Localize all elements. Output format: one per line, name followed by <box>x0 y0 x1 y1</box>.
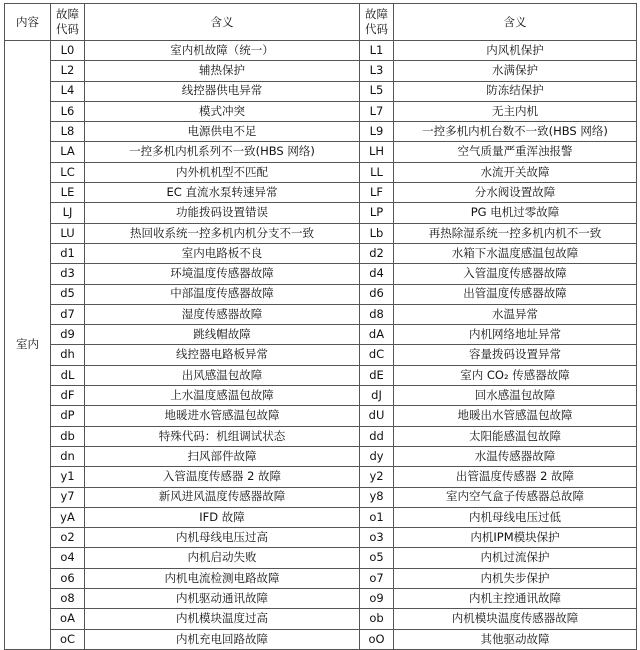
fault-meaning-2: 水箱下水温度感温包故障 <box>394 243 637 263</box>
fault-meaning: 辅热保护 <box>85 61 360 81</box>
fault-code-2: d8 <box>360 304 394 324</box>
fault-meaning-2: PG 电机过零故障 <box>394 203 637 223</box>
table-row <box>5 568 637 588</box>
fault-code: L8 <box>51 122 85 142</box>
fault-code: y7 <box>51 487 85 507</box>
table-row <box>5 345 637 365</box>
table-row <box>5 528 637 548</box>
table-row <box>5 183 637 203</box>
fault-code: dL <box>51 365 85 385</box>
fault-meaning-2: 水温传感器故障 <box>394 446 637 466</box>
fault-code: oA <box>51 609 85 629</box>
fault-meaning: 上水温度感温包故障 <box>85 386 360 406</box>
fault-meaning: 一控多机内机系列不一致(HBS 网络) <box>85 142 360 162</box>
table-row <box>5 304 637 324</box>
fault-code: L0 <box>51 41 85 61</box>
table-row <box>5 446 637 466</box>
fault-code: LC <box>51 162 85 182</box>
fault-code: L2 <box>51 61 85 81</box>
fault-code: dF <box>51 386 85 406</box>
fault-meaning: 出风感温包故障 <box>85 365 360 385</box>
fault-code-2: Lb <box>360 223 394 243</box>
table-row <box>5 386 637 406</box>
header-row <box>5 4 637 41</box>
fault-code-2: o5 <box>360 548 394 568</box>
table-row <box>5 122 637 142</box>
fault-code-2: y8 <box>360 487 394 507</box>
table-row <box>5 203 637 223</box>
fault-code-2: dU <box>360 406 394 426</box>
fault-code: LJ <box>51 203 85 223</box>
fault-meaning-2: 地暖出水管感温包故障 <box>394 406 637 426</box>
fault-meaning: 地暖进水管感温包故障 <box>85 406 360 426</box>
fault-code-2: o1 <box>360 507 394 527</box>
fault-code-2: dE <box>360 365 394 385</box>
fault-meaning-2: 内风机保护 <box>394 41 637 61</box>
fault-meaning-2: 内机主控通讯故障 <box>394 589 637 609</box>
fault-meaning-2: 空气质量严重浑浊报警 <box>394 142 637 162</box>
fault-code-2: LL <box>360 162 394 182</box>
fault-code: LU <box>51 223 85 243</box>
fault-meaning-2: 回水感温包故障 <box>394 386 637 406</box>
fault-code: o8 <box>51 589 85 609</box>
fault-code-2: dy <box>360 446 394 466</box>
fault-meaning: 线控器供电异常 <box>85 81 360 101</box>
scope-cell: 室内 <box>5 41 51 650</box>
fault-meaning: 内机电流检测电路故障 <box>85 568 360 588</box>
table-row <box>5 223 637 243</box>
fault-meaning: 湿度传感器故障 <box>85 304 360 324</box>
fault-meaning-2: 内机IPM模块保护 <box>394 528 637 548</box>
fault-code-2: LH <box>360 142 394 162</box>
fault-code-2: o9 <box>360 589 394 609</box>
table-row <box>5 61 637 81</box>
table-row <box>5 101 637 121</box>
fault-code-2: dA <box>360 325 394 345</box>
fault-meaning-2: 内机模块温度传感器故障 <box>394 609 637 629</box>
fault-code-2: y2 <box>360 467 394 487</box>
fault-meaning: EC 直流水泵转速异常 <box>85 183 360 203</box>
table-row <box>5 41 637 61</box>
fault-code: LA <box>51 142 85 162</box>
fault-code-2: L5 <box>360 81 394 101</box>
fault-meaning: 功能拨码设置错误 <box>85 203 360 223</box>
table-row <box>5 487 637 507</box>
fault-code-2: d4 <box>360 264 394 284</box>
fault-meaning: 内机驱动通讯故障 <box>85 589 360 609</box>
fault-meaning-2: 内机母线电压过低 <box>394 507 637 527</box>
fault-meaning-2: 一控多机内机台数不一致(HBS 网络) <box>394 122 637 142</box>
fault-code: o2 <box>51 528 85 548</box>
table-row <box>5 142 637 162</box>
table-row <box>5 325 637 345</box>
table-row <box>5 426 637 446</box>
fault-code: L4 <box>51 81 85 101</box>
fault-meaning-2: 出管温度传感器故障 <box>394 284 637 304</box>
fault-meaning-2: 室内空气盒子传感器总故障 <box>394 487 637 507</box>
fault-code-2: L3 <box>360 61 394 81</box>
fault-code-2: d6 <box>360 284 394 304</box>
fault-meaning: 入管温度传感器 2 故障 <box>85 467 360 487</box>
fault-code: o6 <box>51 568 85 588</box>
fault-meaning: 内机模块温度过高 <box>85 609 360 629</box>
fault-meaning-2: 内机过流保护 <box>394 548 637 568</box>
table-row <box>5 589 637 609</box>
fault-code-2: oO <box>360 629 394 649</box>
fault-code: dn <box>51 446 85 466</box>
fault-meaning-2: 防冻结保护 <box>394 81 637 101</box>
table-row <box>5 365 637 385</box>
fault-meaning: 模式冲突 <box>85 101 360 121</box>
fault-meaning-2: 室内 CO₂ 传感器故障 <box>394 365 637 385</box>
fault-meaning: 扫风部件故障 <box>85 446 360 466</box>
fault-meaning: 内机母线电压过高 <box>85 528 360 548</box>
table-row <box>5 406 637 426</box>
fault-meaning: 内外机机型不匹配 <box>85 162 360 182</box>
fault-code-2: ob <box>360 609 394 629</box>
fault-meaning: 特殊代码：机组调试状态 <box>85 426 360 446</box>
fault-meaning: 中部温度传感器故障 <box>85 284 360 304</box>
table-row <box>5 264 637 284</box>
fault-code-2: L7 <box>360 101 394 121</box>
table-row <box>5 507 637 527</box>
fault-code: oC <box>51 629 85 649</box>
fault-meaning-2: 水流开关故障 <box>394 162 637 182</box>
table-row <box>5 81 637 101</box>
fault-meaning-2: 内机失步保护 <box>394 568 637 588</box>
fault-meaning: 热回收系统一控多机内机分支不一致 <box>85 223 360 243</box>
fault-code-2: dC <box>360 345 394 365</box>
table-row <box>5 243 637 263</box>
fault-meaning-2: 无主内机 <box>394 101 637 121</box>
fault-code-2: L9 <box>360 122 394 142</box>
fault-meaning: 跳线帽故障 <box>85 325 360 345</box>
fault-meaning-2: 内机网络地址异常 <box>394 325 637 345</box>
fault-meaning: 内机充电回路故障 <box>85 629 360 649</box>
table-row <box>5 467 637 487</box>
fault-code: db <box>51 426 85 446</box>
fault-code-2: o7 <box>360 568 394 588</box>
fault-code: d1 <box>51 243 85 263</box>
fault-meaning-2: 水满保护 <box>394 61 637 81</box>
fault-code: d7 <box>51 304 85 324</box>
fault-code: y1 <box>51 467 85 487</box>
fault-code: L6 <box>51 101 85 121</box>
fault-meaning-2: 容量拨码设置异常 <box>394 345 637 365</box>
fault-code-2: dJ <box>360 386 394 406</box>
table-row <box>5 609 637 629</box>
fault-meaning: IFD 故障 <box>85 507 360 527</box>
fault-meaning: 电源供电不足 <box>85 122 360 142</box>
fault-code: d5 <box>51 284 85 304</box>
fault-meaning-2: 太阳能感温包故障 <box>394 426 637 446</box>
fault-code: d9 <box>51 325 85 345</box>
header-meaning: 含义 <box>85 4 360 41</box>
fault-meaning: 内机启动失败 <box>85 548 360 568</box>
fault-meaning: 环境温度传感器故障 <box>85 264 360 284</box>
table-row <box>5 548 637 568</box>
fault-meaning-2: 出管温度传感器 2 故障 <box>394 467 637 487</box>
header-fault-code: 故障 代码 <box>51 4 85 41</box>
fault-meaning-2: 分水阀设置故障 <box>394 183 637 203</box>
fault-code-2: LF <box>360 183 394 203</box>
fault-code-2: L1 <box>360 41 394 61</box>
fault-meaning-2: 其他驱动故障 <box>394 629 637 649</box>
fault-code: dh <box>51 345 85 365</box>
fault-code: o4 <box>51 548 85 568</box>
table-row <box>5 162 637 182</box>
fault-code: d3 <box>51 264 85 284</box>
fault-meaning: 室内机故障（统一） <box>85 41 360 61</box>
fault-meaning: 室内电路板不良 <box>85 243 360 263</box>
fault-code-2: LP <box>360 203 394 223</box>
fault-code: LE <box>51 183 85 203</box>
fault-code: dP <box>51 406 85 426</box>
fault-meaning: 线控器电路板异常 <box>85 345 360 365</box>
fault-code-2: dd <box>360 426 394 446</box>
header-meaning-2: 含义 <box>394 4 637 41</box>
fault-meaning-2: 入管温度传感器故障 <box>394 264 637 284</box>
fault-code-2: o3 <box>360 528 394 548</box>
header-scope: 内容 <box>5 4 51 41</box>
fault-meaning-2: 水温异常 <box>394 304 637 324</box>
fault-meaning-2: 再热除湿系统一控多机内机不一致 <box>394 223 637 243</box>
fault-meaning: 新风进风温度传感器故障 <box>85 487 360 507</box>
fault-code-2: d2 <box>360 243 394 263</box>
table-row <box>5 629 637 649</box>
fault-code: yA <box>51 507 85 527</box>
header-fault-code-2: 故障 代码 <box>360 4 394 41</box>
table-row <box>5 284 637 304</box>
